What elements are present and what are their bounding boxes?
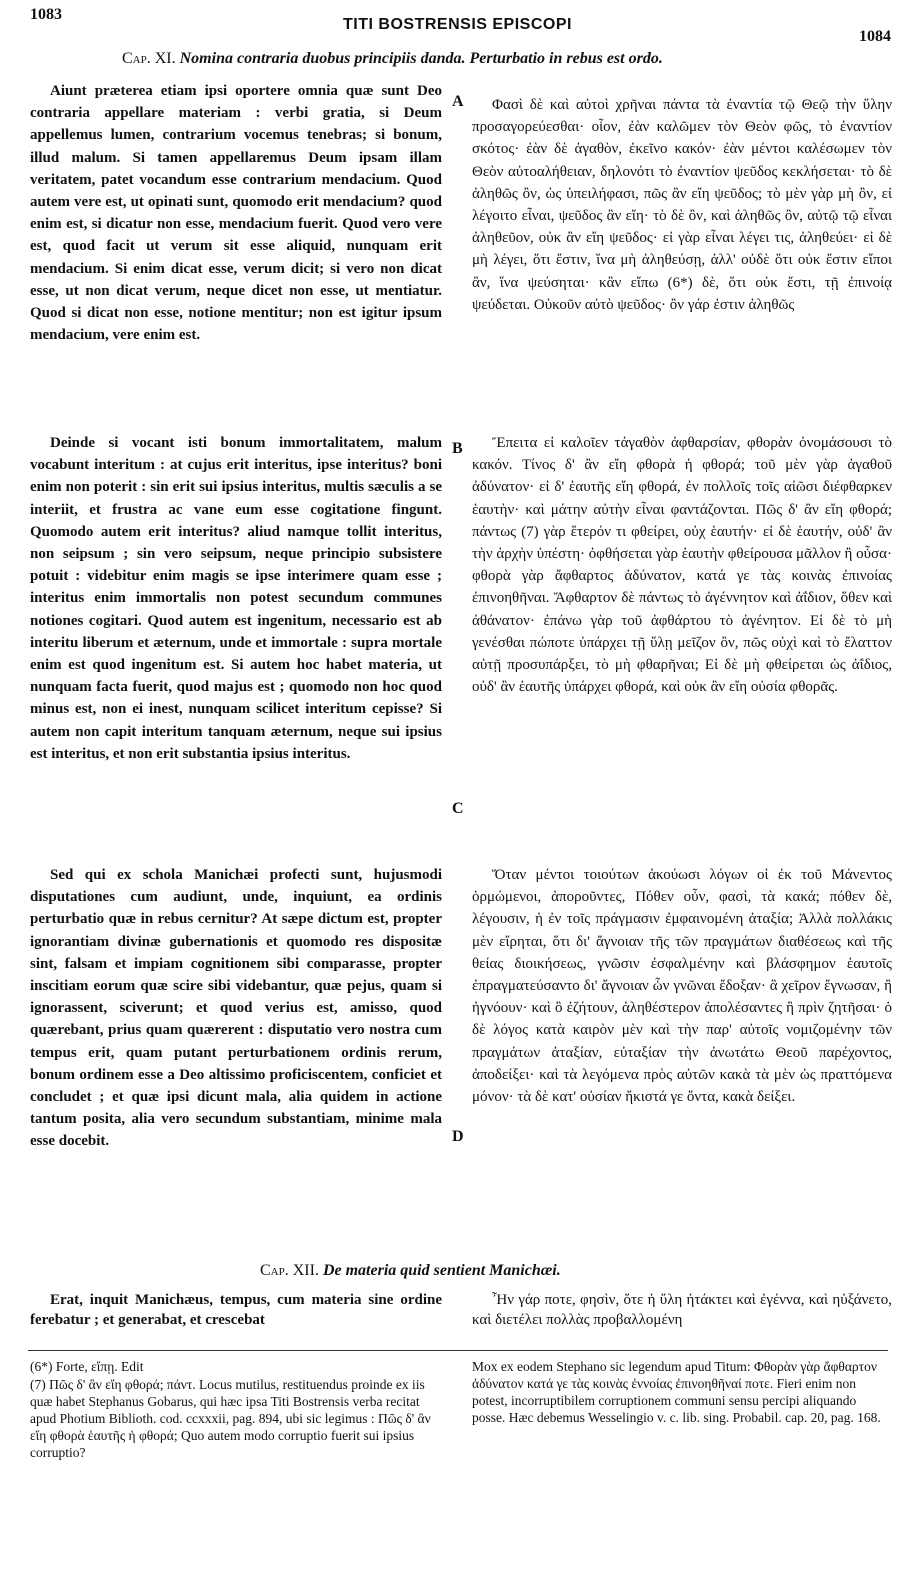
latin-text-12: Erat, inquit Manichæus, tempus, cum materia sine ordine ferebatur ; et generabat, et crescebat [30, 1292, 442, 1328]
chapter-11-heading [122, 50, 663, 68]
footnote-6: (6*) Forte, εἴπῃ. Edit [30, 1359, 144, 1374]
footnotes-right [472, 1358, 892, 1427]
latin-paragraph-2 [30, 432, 442, 765]
margin-letter-a: A [452, 93, 464, 110]
latin-chapter-12-start [30, 1290, 442, 1330]
footnote-7-continued: Mox ex eodem Stephano sic legendum apud Titum: Φθορὰν γὰρ ἄφθαρτον ἀδύνατον κατά γε τὰς κοινὰς ἐννοίας ἐπινοηθῆναί ποτε. Fieri enim non potest, incorruptibilem corruptionem communi sensu percipi aliquando posse. Hæc debemus Wesselingio v. c. lib. sing. Probabil. cap. 20, pag. 168. [472, 1359, 881, 1425]
latin-paragraph-3 [30, 864, 442, 1153]
chapter-12-label: Cap. XII. [260, 1262, 319, 1279]
chapter-12-title: De materia quid sentient Manichæi. [322, 1262, 561, 1279]
greek-paragraph-1 [472, 94, 892, 316]
chapter-11-title: Nomina contraria duobus principiis danda. Perturbatio in rebus est ordo. [179, 50, 663, 67]
margin-letter-d: D [452, 1128, 464, 1145]
margin-letter-b: B [452, 440, 463, 457]
page-number-right: 1084 [859, 28, 891, 45]
greek-paragraph-2 [472, 432, 892, 698]
footnote-divider [28, 1350, 888, 1351]
latin-text-2: Deinde si vocant isti bonum immortalitatem, malum vocabunt interitum : at cujus erit interitus, ipse interitus? boni enim non poterit : sin erit sui ipsius interitus, multis sæculis a se interiit, et frustra ac vane eum esse cogitatione fingunt. Quomodo autem erit interitus? aliud namque tollit interitus, non seipsum ; sin vero seipsum, neque principio subsistere potuit : videbitur enim magis se ipse interimere quam esse ; interitus enim immortalis non potest secundum communes notiones cogitari. Quod autem est ingenitum, necessario est ab interitu liberum et æternum, unde et immortale : supra mortale enim est quod ingenitum est. Si autem hoc habet materia, ut nunquam facta fuerit, quod majus est ; quomodo non hoc quod minus est, non ei inest, nunquam scilicet interitum cepisse? Si autem non capit interitum tanquam æternum, neque sui ipsius est interitus, et non erit substantia ipsius interitus. [30, 435, 442, 762]
greek-text-3: Ὅταν μέντοι τοιούτων ἀκούωσι λόγων οἱ ἐκ τοῦ Μάνεντος ὁρμώμενοι, ἀποροῦντες, Πόθεν οὖν, φασὶ, τὰ κακά; πόθεν δὲ, λέγουσιν, ἡ ἐν τοῖς πράγμασιν ἐμφαινομένη ἀταξία; Ἀλλὰ πολλάκις μὲν εἴρηται, ὅτι δι' ἄγνοιαν τῆς τῶν πραγμάτων διαθέσεως καὶ τῆς θείας διοικήσεως, γνῶσιν ἐσφαλμένην καὶ βλάσφημον ἑαυτοῖς ἐπραγματεύσαντο δι' ἄγνοιαν ὧν γνῶναι ἔδοξαν· ἃ χεῖρον ἔγνωσαν, ἢ ἠγνόουν· καὶ ὃ ἐζήτουν, ἀληθέστερον ἀπολέσαντες ἢ πρὶν ζητῆσαι· ὁ δὲ λόγος κατὰ καιρὸν μὲν καὶ τὴν παρ' αὐτοῖς νομιζομένην τῶν πραγμάτων ἀταξίαν, εὐταξίαν τὴν ἀνωτάτω Θεοῦ παρέχοντος, ἀποδείξει· καὶ τὰ λεγόμενα πρὸς αὐτῶν κακὰ τὰ μὲν ὡς πραττόμενα μόνον· τὰ δὲ κατ' οὐσίαν ἥκιστά γε ὄντα, κακὰ δείξει. [472, 867, 892, 1106]
chapter-11-label: Cap. XI. [122, 50, 176, 67]
greek-text-12: Ἦν γάρ ποτε, φησὶν, ὅτε ἡ ὕλη ἠτάκτει καὶ ἐγέννα, καὶ ηὐξάνετο, καὶ διετέλει πολλὰς προβαλλομένη [472, 1292, 892, 1328]
greek-chapter-12-start [472, 1290, 892, 1330]
greek-text-2: Ἔπειτα εἰ καλοῖεν τἀγαθὸν ἀφθαρσίαν, φθορὰν ὀνομάσουσι τὸ κακόν. Τίνος δ' ἂν εἴη φθορὰ ἡ φθορά; τοῦ μὲν γὰρ ἀγαθοῦ ἀδύνατον· εἰ δ' ἑαυτῆς εἴη φθορά, ἐν πολλοῖς τοῖς αἰῶσι διέφθαρκεν ἑαυτὴν· καὶ μάτην αὐτὴν εἶναι φαντάζονται. Πῶς δ' ἂν εἴη φθορά; πάντως (7) γὰρ ἕτερόν τι φθείρει, οὐχ ἑαυτήν· εἰ δὲ ἑαυτήν, οὐδ' ἂν τὴν ἀρχὴν ὑπέστη· ὀφθήσεται γὰρ ἑαυτὴν φθείρουσα μᾶλλον ἢ οὖσα· φθορὰ γὰρ ἄφθαρτος ἀδύνατον, κατά γε τὰς κοινὰς ἐπινοίας ἐπινοηθῆναι. Ἄφθαρτον δὲ πάντως τὸ ἀγέννητον καὶ ἀΐδιον, ὅθεν καὶ ἀθάνατον· ἐπάνω γὰρ τοῦ ἀφθάρτου τὸ ἀγένητον. Εἰ δὲ τὸ μὴ γενέσθαι πώποτε ὑπάρχει τῇ ὕλῃ μεῖζον ὂν, πῶς οὐχὶ καὶ τὸ ἔλαττον αὐτῇ προσυπάρξει, τὸ μὴ φθαρῆναι; Εἰ δὲ μὴ φθείρεται ὡς ἀΐδιος, οὐδ' ἂν ἑαυτῆς ὑπάρχει φθορά, καὶ οὐκ ἂν εἴη οὐσία φθορᾶς. [472, 435, 892, 696]
margin-letter-c: C [452, 800, 464, 817]
footnote-7: (7) Πῶς δ' ἂν εἴη φθορά; πάντ. Locus mutilus, restituendus proinde ex iis quæ habet Stephanus Gobarus, qui hæc ipsa Titi Bostrensis verba recitat apud Photium Biblioth. cod. ccxxxii, pag. 894, ubi sic legimus : Πῶς δ' ἂν εἴη φθορὰ ἑαυτῆς ἡ φθορά; Quo autem modo corruptio fuerit sui ipsius corruptio? [30, 1377, 431, 1460]
greek-paragraph-3 [472, 864, 892, 1108]
footnotes-left [30, 1358, 442, 1462]
latin-text-3: Sed qui ex schola Manichæi profecti sunt, hujusmodi disputationes cum audiunt, unde, inquiunt, ea ordinis perturbatio quæ in rebus cernitur? At sæpe dictum est, propter ignorantiam divinæ gubernationis et quomodo res dispositæ sint, falsam et impiam cognitionem sibi comparasse, propter inscitiam eorum quæ scire sibi videbantur, quæ pejus, quam si ignorassent, sciverunt; et quod verius est, amisso, quod quærebant, prius quam quærerent : disputatio vero nostra cum tempus erit, quam putant perturbationem ordinis rerum, bonum ordinem esse a Deo altissimo proficiscentem, conficiet et concludet ; et quæ ipsi dicunt mala, alia quidem in actione tantum posita, alia vero secundum substantiam, minime mala esse docebit. [30, 867, 442, 1150]
latin-paragraph-1 [30, 80, 442, 346]
running-title: TITI BOSTRENSIS EPISCOPI [343, 16, 572, 33]
latin-text-1: Aiunt præterea etiam ipsi oportere omnia quæ sunt Deo contraria appellare materiam : verbi gratia, si Deum appellemus lumen, contrarium vocemus tenebras; si bonum, illud malum. Si tamen appellaremus Deum ipsam illam veritatem, patet vocandum esse contrarium mendacium. Quod autem vere est, ut opinati sunt, quomodo erit mendacium? quod enim est, si dicatur non esse, mendacium fuerit. Quod vero vere est, quod facit ut verum sit esse aliquid, nunquam erit mendacium. Si enim dicat esse, verum dicit; si vero non dicat esse, ut non dicat verum, neque dicet non esse, ut mentiatur. Quod si dicat non esse, notione mentitur; non est igitur ipsum mendacium, vere enim est. [30, 83, 442, 344]
chapter-12-heading [260, 1262, 561, 1280]
greek-text-1: Φασὶ δὲ καὶ αὐτοὶ χρῆναι πάντα τὰ ἐναντία τῷ Θεῷ τὴν ὕλην προσαγορεύεσθαι· οἷον, ἐὰν καλῶμεν τὸν Θεὸν φῶς, τὸ ἐναντίον σκότος· ἐὰν δὲ ἀγαθὸν, ἐκεῖνο κακόν· ἐὰν μέντοι καλέσωμεν τὸν Θεὸν αὐτοαλήθειαν, δηλονότι τὸ ἐναντίον ψεῦδος κεκλήσεται· τὸ δὲ ἀληθῶς ὂν, ὡς ὑπειλήφασι, πῶς ἂν εἴη ψεῦδος; τὸ μὲν γὰρ μὴ ὂν, εἰ λέγοιτο εἶναι, ψεῦδος ἂν εἴη· τὸ δὲ ὂν, καὶ ἀληθῶς ὂν, αὐτῷ τῷ εἶναι ἀληθεῦον, οὐκ ἂν εἴη ψεῦδος· εἰ γὰρ εἶναι λέγει τις, ἀληθεύει· εἰ δὲ μὴ λέγει, ὅτι ἔστιν, ἵνα μὴ ἀληθεύσῃ, ἀλλ' οὐδὲ ὅτι οὐκ ἔστιν εἴποι ἂν, ἵνα ψεύσηται· κἂν εἴπω (6*) δὲ, ὅτι οὐκ ἔστι, τῇ ἐπινοίᾳ ψεύδεται. Οὐκοῦν αὐτὸ ψεῦδος· ὂν γάρ ἐστιν ἀληθῶς [472, 97, 892, 313]
page-number-left: 1083 [30, 6, 62, 23]
